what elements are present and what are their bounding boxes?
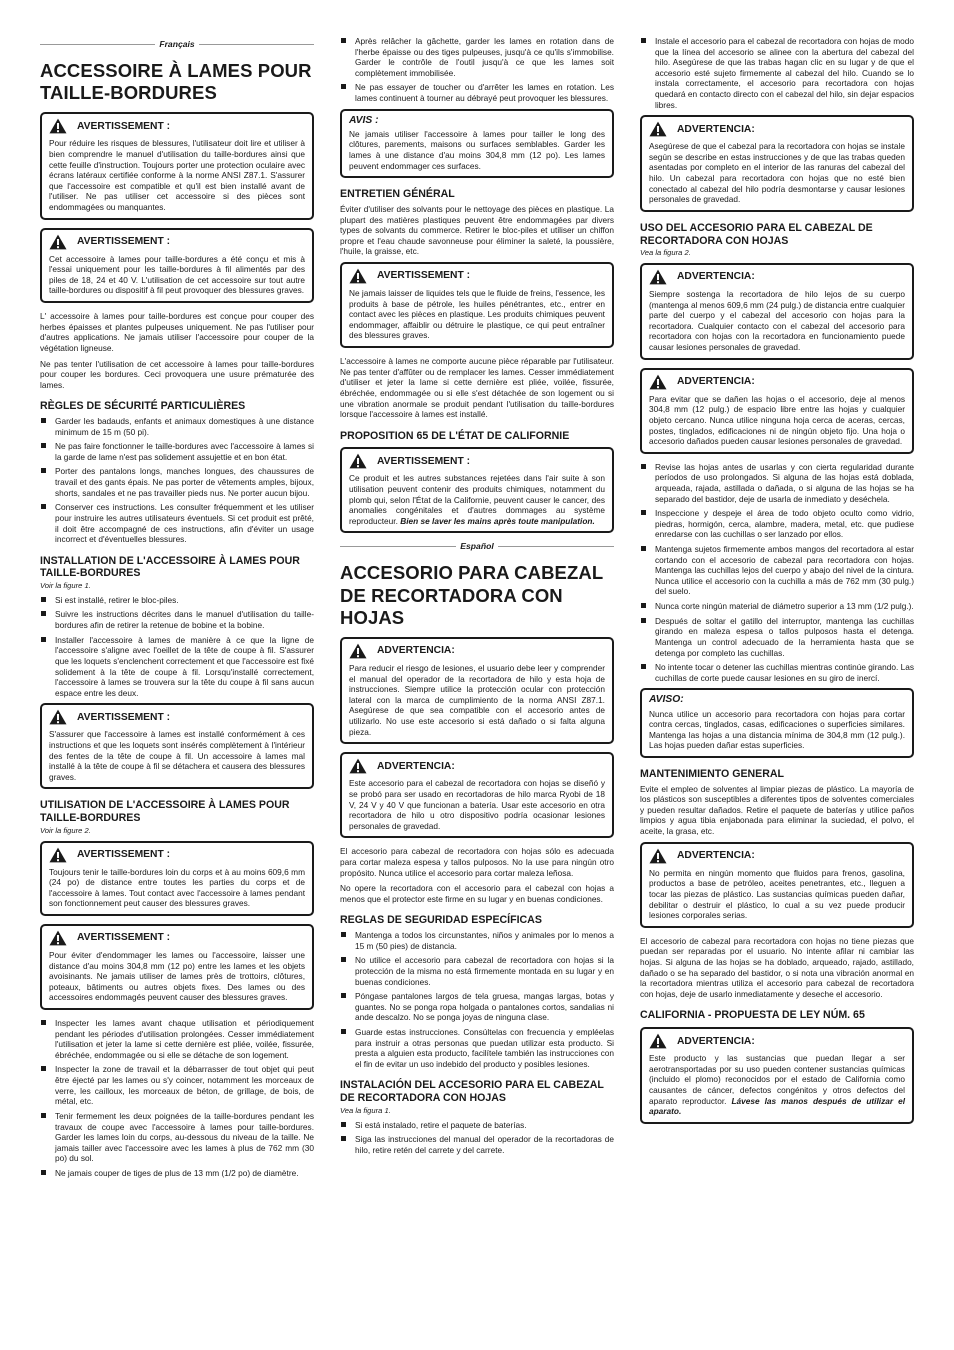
paragraph: No opere la recortadora con el accesorio para el cabezal con hojas a menos que el protector este firme en su lugar y en buenas condiciones.: [340, 883, 614, 904]
list-item: Póngase pantalones largos de tela gruesa, mangas largas, botas y guantes. No se ponga ropa holgada o pantalones cortos, sandalias ni ande descalzo. No se ponga joyas de ninguna clase.: [340, 991, 614, 1023]
warning-text: Este accesorio para el cabezal de recortadora con hojas se diseñó y se probó para ser usado en recortadoras de hilo marca Ryobi de 18 V, 24 V y 40 V que funcionan a batería. Usar este accesorio en otra recortadora de hilo u otro dispositivo podría ocasionar lesiones personales de gravedad.: [349, 778, 605, 831]
section-heading: PROPOSITION 65 DE L'ÉTAT DE CALIFORNIE: [340, 429, 570, 442]
warning-triangle-icon: [349, 758, 367, 774]
warning-triangle-icon: [49, 118, 67, 134]
paragraph: El accesorio de cabezal para recortadora con hojas no tiene piezas que puedan ser reparadas por el usuario. No intente afilar ni cambiar las hojas. Si alguna de las hojas se ha doblado, arqueado, rajado, astillado, dañado o se ha separado del bastidor, o si nota una vibración anormal en la recortadora mientras utiliza el accesorio para cabezal de recortadora con hojas, deje de usarlo inmediatamente y deseche el accesorio.: [640, 935, 914, 999]
warning-text: Asegúrese de que el cabezal para la recortadora con hojas se instale según se describe en estas instrucciones y de que las trabas queden asentadas por completo en el interior de las ranuras del cabezal del hilo. Un cabezal para recortadora con hojas que no esté bien conectado al cabezal del hilo podría desmontarse y causar lesiones personales de gravedad.: [649, 141, 905, 205]
warning-heading: ADVERTENCIA:: [677, 271, 755, 283]
list-item: Inspeccione y despeje el área de todo objeto oculto como vidrio, piedras, hormigón, cerca, alambre, madera, metal, etc. que pudiese enredarse con las cuchillas o ser lanzado por ellos.: [640, 508, 914, 540]
warning-text: Este producto y las sustancias que puedan llegar a ser aerotransportadas por su uso pueden contener sustancias químicas (incluido el plomo) reconocidos por el estado de California como causantes de cáncer, defectos congénitos y otros defectos del aparato reproductor.: [649, 1053, 905, 1106]
list-item: Ne pas essayer de toucher ou d'arrêter les lames en rotation. Les lames continuent à tourner au débrayé peut provoquer les blessures.: [340, 82, 614, 103]
warning-heading: ADVERTENCIA:: [677, 850, 755, 862]
section-heading: INSTALLATION DE L'ACCESSOIRE À LAMES POUR TAILLE-BORDURES: [40, 554, 300, 580]
warning-triangle-icon: [49, 847, 67, 863]
bullet-list: [340, 1120, 614, 1156]
warning-text: Siempre sostenga la recortadora de hilo lejos de su cuerpo (mantenga al menos 609,6 mm (24 pulg.) de distancia entre cualquier parte del cuerpo y el cabezal del accesorio con hojas para la recortadora. Cualquier contacto con el cabezal del accesorio para recortadora con hojas con la recortadora en funcionamiento puede causar lesiones personales de gravedad.: [649, 289, 905, 353]
list-item: Conserver ces instructions. Les consulter fréquemment et les utiliser pour instruire les autres utilisateurs éventuels. Si cet produit est prêté, il doit être accompagné de ces instructions, afin d'éviter un usage incorrect et d'éventuelles blessures.: [40, 502, 314, 544]
list-item: Mantenga a todos los circunstantes, niños y animales por lo menos a 15 m (50 pies) de distancia.: [340, 930, 614, 951]
bullet-list: [40, 595, 314, 698]
section-heading: UTILISATION DE L'ACCESSOIRE À LAMES POUR TAILLE-BORDURES: [40, 799, 290, 825]
warning-text: Para evitar que se dañen las hojas o el accesorio, deje al menos 304,8 mm (12 pulg.) de espacio libre entre las hojas y cualquier objeto cercano. Nunca utilice ninguna hoja cerca de aceras, cercas, postes, tinglados, edificaciones ni de ningún objeto fijo. Una hoja o accesorio dañados pueden causar lesiones personales de gravedad.: [649, 393, 905, 447]
warning-box: [640, 115, 914, 212]
language-label: Español: [460, 541, 494, 552]
bullet-list: [640, 462, 914, 684]
warning-heading: AVERTISSEMENT :: [77, 711, 171, 723]
warning-text: Ne jamais laisser de liquides tels que le fluide de freins, l'essence, les produits à base de pétrole, les huiles pénétrantes, etc., entrer en contact avec les pièces en plastique. Les produits chimiques peuvent endommager, affaiblir ou détruire le plastique, ce qui peut entraîner des blessures graves.: [349, 288, 605, 341]
section-heading: RÈGLES DE SÉCURITÉ PARTICULIÈRES: [40, 400, 246, 413]
warning-text: Pour réduire les risques de blessures, l'utilisateur doit lire et utiliser à bien comprendre le manuel d'utilisation du taille-bordures ainsi que cette feuille d'instruction. Toujours porter une protection oculaire avec écrans latéraux certifiée conforme à la norme ANSI Z87.1. S'assurer que l'accessoire est compatible et qu'il est bien installé avant de l'utiliser. Ne pas utiliser cet accessoire si des pièces sont endommagées ou manquantes.: [49, 138, 305, 213]
column-1: [40, 36, 314, 1184]
warning-triangle-icon: [649, 848, 667, 864]
warning-emphasis: Lávese las manos después de utilizar el aparato.: [649, 1095, 905, 1117]
warning-triangle-icon: [649, 374, 667, 390]
section-heading: USO DEL ACCESORIO PARA EL CABEZAL DE RECORTADORA CON HOJAS: [640, 221, 873, 247]
paragraph: L'accessoire à lames ne comporte aucune pièce réparable par l'utilisateur. Ne pas tenter d'affûter ou de remplacer les lames. Cesser immédiatement d'utiliser et jeter la lame si cette dernière est pliée, voilée, fissurée, ébréchée, endommagée ou si elle s'est détachée de son logement ou si une vibration anormale se produit pendant l'utilisation du taille-bordures lorsque l'accessoire à lames est installé.: [340, 356, 614, 420]
warning-text: Pour éviter d'endommager les lames ou l'accessoire, laisser une distance d'au moins 304,8 mm (12 po) entre les lames et les objets avoisinants. Ne jamais utiliser de lames près de trottoirs, clôtures, poteaux, bâtiments ou autres objets fixes. Des lames ou des accessoires endommagés peuvent causer des blessures graves.: [49, 949, 305, 1003]
warning-heading: AVERTISSEMENT :: [77, 848, 171, 860]
notice-text: Ne jamais utiliser l'accessoire à lames pour tailler le long des clôtures, parements, maisons ou surfaces semblables. Garder les lames à une distance d'au moins 304,8 mm (12 po). Les lames peuvent endommager ces surfaces.: [349, 128, 605, 171]
paragraph: El accesorio para cabezal de recortadora con hojas sólo es adecuada para cortar maleza espesa y tallos pulposos. No la use para ningún otro propósito. Nunca utilice el accesorio para cortar maleza leñosa.: [340, 846, 614, 878]
list-item: Mantenga sujetos firmemente ambos mangos del recortadora al estar cortando con el accesorio de cabezal para recortadora con hojas. Mantenga las cuchillas lejos del cuerpo y abajo del nivel de la cintura. Nunca utilice el accesorio con la cuchilla a más de 762 mm (30 pulg.) del suelo.: [640, 544, 914, 597]
list-item: No utilice el accesorio para cabezal de recortadora con hojas si la protección de la misma no está firmemente montada en su lugar y en buenas condiciones.: [340, 955, 614, 987]
list-item: Ne pas faire fonctionner le taille-bordures avec l'accessoire à lames si la garde de lame n'est pas solidement assujettie et en bon état.: [40, 441, 314, 462]
language-divider-spanish: [340, 541, 614, 552]
notice-box: [340, 109, 614, 179]
paragraph: L' accessoire à lames pour taille-bordures est conçue pour couper des herbes épaisses et plantes pulpeuses uniquement. Ne pas l'utiliser pour d'autres applications. Ne jamais utiliser l'accessoire pour couper de la végétation ligneuse.: [40, 311, 314, 353]
column-3: [640, 36, 914, 1132]
warning-triangle-icon: [49, 234, 67, 250]
notice-heading: AVIS :: [349, 114, 379, 126]
warning-box: [40, 841, 314, 916]
list-item: Porter des pantalons longs, manches longues, des chaussures de travail et des gants épais. Ne pas porter de vêtements amples, bijoux, shorts, sandales et ne pas travailler pieds nus. Ne porter aucun bijou.: [40, 466, 314, 498]
language-divider-french: [40, 39, 314, 50]
warning-box: [40, 924, 314, 1010]
list-item: Guarde estas instrucciones. Consúltelas con frecuencia y empléelas para instruir a otras personas que puedan utilizar esta producto. Si presta a alguien esta producto, facilítele también las instrucciones con el fin de evitar un uso indebido del producto y posibles lesiones.: [340, 1027, 614, 1069]
warning-text: Para reducir el riesgo de lesiones, el usuario debe leer y comprender el manual del operador de la recortadora de hilo y esta hoja de instrucciones. Siempre utilice la protección ocular con protección lateral con la marca de cumplimiento de la norma ANSI Z87.1. Asegúrese de que sea compatible con el accesorio antes de utilizarlo. No use este accesorio si está dañado o si falta alguna pieza.: [349, 663, 605, 737]
section-heading: ENTRETIEN GÉNÉRAL: [340, 188, 455, 201]
warning-text: Cet accessoire à lames pour taille-bordures a été conçu et mis à l'essai uniquement pour les taille-bordures à fil alimentés par des piles de 18, 24 et 40 V. L'utilisation de cet accessoire sur tout autre taille-bordures ou dispositif à fil peut provoquer des blessures graves.: [49, 253, 305, 296]
paragraph: Evite el empleo de solventes al limpiar piezas de plástico. La mayoría de los plásticos son susceptibles a diferentes tipos de solventes comerciales y pueden resultar dañados. Retire el paquete de baterías y utilice paños limpios y agua tibia enjabonada para eliminar la suciedad, el polvo, el aceite, la grasa, etc.: [640, 783, 914, 837]
list-item: Installer l'accessoire à lames de manière à ce que la ligne de l'accessoire s'aligne avec l'oeillet de la tête de coupe à fil. S'assurer que les loquets s'enclenchent correctement et que l'accessoire est fixé solidement à la tête de coupe à fil. Lorsqu'installé correctement, l'accessoire à lames se trouvera sur la tête du coupe à fil sans aucun espace entre les deux.: [40, 635, 314, 699]
warning-heading: ADVERTENCIA:: [377, 760, 455, 772]
list-item: Suivre les instructions décrites dans le manuel d'utilisation du taille-bordures afin de retirer la retenue de bobine et la bobine.: [40, 609, 314, 630]
figure-reference: Vea la figura 2.: [640, 248, 691, 258]
warning-heading: AVERTISSEMENT :: [77, 120, 171, 132]
bullet-list: [340, 930, 614, 1069]
warning-box: [40, 703, 314, 789]
warning-box: [40, 228, 314, 303]
list-item: Revise las hojas antes de usarlas y con cierta regularidad durante períodos de uso prolongados. Si alguna de las hojas está doblada, arqueada, rajada, astillada o dañada, o si alguna de las hojas se ha separado del bastidor, deje de usarla de inmediato y deséchela.: [640, 462, 914, 504]
list-item: Después de soltar el gatillo del interruptor, mantenga las cuchillas girando en maleza espesa o tallos pulposos hasta el detenga. Mantenga un control adecuado de la herramienta hasta que se detenga por completo las cuchillas.: [640, 616, 914, 658]
list-item: Si está instalado, retire el paquete de baterías.: [340, 1120, 614, 1131]
page-title: ACCESSOIRE À LAMES POUR TAILLE-BORDURES: [40, 60, 312, 104]
column-2: [340, 36, 614, 1160]
warning-text: Ce produit et les autres substances rejetées dans l'air suite à son utilisation peuvent contenir des produits chimiques, notamment du plomb qui, selon l'État de la Californie, peuvent causer le cancer, des anomalies congénitales et d'autres dommages au système reproducteur.: [349, 473, 605, 526]
warning-heading: AVERTISSEMENT :: [77, 236, 171, 248]
list-item: Garder les badauds, enfants et animaux domestiques à une distance minimum de 15 m (50 pi).: [40, 416, 314, 437]
section-heading: INSTALACIÓN DEL ACCESORIO PARA EL CABEZAL DE RECORTADORA CON HOJAS: [340, 1079, 604, 1105]
list-item: Tenir fermement les deux poignées de la taille-bordures pendant les travaux de coupe avec l'accessoire à lames pour taille-bordures. Garder les lames loin du corps, au-dessous du niveau de la taille. Ne jamais tailler avec l'accessoire avec les lames à plus de 762 mm (30 po) du sol.: [40, 1111, 314, 1164]
list-item: Siga las instrucciones del manual del operador de la recortadoras de hilo, retire retén del carrete y del carrete.: [340, 1134, 614, 1155]
warning-heading: AVERTISSEMENT :: [377, 455, 471, 467]
paragraph: Éviter d'utiliser des solvants pour le nettoyage des pièces en plastique. La plupart des matières plastiques peuvent être endommagées par divers types de solvants du commerce. Retirer le bloc-piles et utiliser un chiffon propre et l'eau chaude savonneuse pour éliminer la saleté, la poussière, l'huile, la graisse, etc.: [340, 203, 614, 257]
bullet-list: [40, 416, 314, 545]
warning-box: [340, 752, 614, 838]
warning-triangle-icon: [49, 709, 67, 725]
warning-heading: ADVERTENCIA:: [677, 1035, 755, 1047]
warning-box: [640, 263, 914, 360]
figure-reference: Voir la figure 2.: [40, 825, 91, 835]
warning-text: No permita en ningún momento que fluidos para frenos, gasolina, productos a base de petróleo, aceites penetrantes, etc., lleguen a tocar las piezas de plástico. Las sustancias químicas pueden dañar, debilitar o destruir el plástico, lo cual a su vez puede producir lesiones corporales serias.: [649, 867, 905, 921]
warning-heading: ADVERTENCIA:: [677, 376, 755, 388]
warning-box: [40, 112, 314, 219]
warning-triangle-icon: [349, 268, 367, 284]
list-item: Instale el accesorio para el cabezal de recortadora con hojas de modo que la línea del accesorio se alinee con la abertura del cabezal del hilo. Asegúrese de que las trabas hagan clic en su lugar y de que el accesorio esté sujeto firmemente al cabezal del hilo. Cuando se lo instala correctamente, el accesorio para recortadora con hojas quedará en contacto directo con el cabezal del hilo, sin dejar espacios libres.: [640, 36, 914, 110]
notice-box: [640, 688, 914, 758]
section-heading: CALIFORNIA - PROPUESTA DE LEY NÚM. 65: [640, 1009, 865, 1022]
warning-heading: ADVERTENCIA:: [377, 645, 455, 657]
language-label: Français: [159, 39, 195, 49]
warning-heading: AVERTISSEMENT :: [377, 270, 471, 282]
warning-box: [640, 368, 914, 454]
warning-triangle-icon: [649, 121, 667, 137]
figure-reference: Vea la figura 1.: [340, 1105, 391, 1115]
warning-heading: ADVERTENCIA:: [677, 123, 755, 135]
figure-reference: Voir la figure 1.: [40, 581, 91, 591]
warning-box: [340, 637, 614, 744]
warning-text: Toujours tenir le taille-bordures loin du corps et à au moins 609,6 mm (24 po) de distance entre toutes les parties du corps et de l'accessoire à lames. Tout contact avec l'accessoire à lames pendant son fonctionnement peut causer des blessures graves.: [49, 866, 305, 909]
bullet-list: [640, 36, 914, 110]
page-title: ACCESORIO PARA CABEZAL DE RECORTADORA CON HOJAS: [340, 562, 603, 628]
warning-box: [340, 262, 614, 348]
list-item: No intente tocar o detener las cuchillas mientras continúe girando. Las cuchillas de corte puede causar lesiones en su giro de inercí.: [640, 662, 914, 683]
bullet-list: [340, 36, 614, 104]
warning-triangle-icon: [649, 1033, 667, 1049]
warning-triangle-icon: [349, 453, 367, 469]
warning-triangle-icon: [649, 269, 667, 285]
list-item: Ne jamais couper de tiges de plus de 13 mm (1/2 po) de diamètre.: [40, 1168, 314, 1179]
bullet-list: [40, 1018, 314, 1179]
list-item: Après relâcher la gâchette, garder les lames en rotation dans de l'herbe épaisse ou des tiges pulpeuses, jusqu'à ce qu'ils s'immobilise. Garder le contrôle de l'outil jusqu'à ce que les lames soit complètement immobilisée.: [340, 36, 614, 78]
list-item: Si est installé, retirer le bloc-piles.: [40, 595, 314, 606]
list-item: Inspecter la zone de travail et la débarrasser de tout objet qui peut être éjecté par les lames ou s'y coincer, notamment les morceaux de verre, les cailloux, les morceaux de béton, de grillage, de bois, de métal, etc.: [40, 1064, 314, 1106]
section-heading: REGLAS DE SEGURIDAD ESPECÍFICAS: [340, 914, 542, 927]
warning-triangle-icon: [349, 643, 367, 659]
notice-text: Nunca utilice un accesorio para recortadora con hojas para cortar contra cercas, tinglados, casas, edificaciones o superficies similares. Mantenga las hojas a una distancia mínima de 304,8 mm (12 pulg.). Las hojas pueden dañar estas superficies.: [649, 708, 905, 751]
warning-box: [340, 447, 614, 533]
warning-heading: AVERTISSEMENT :: [77, 932, 171, 944]
list-item: Nunca corte ningún material de diámetro superior a 13 mm (1/2 pulg.).: [640, 601, 914, 612]
section-heading: MANTENIMIENTO GENERAL: [640, 767, 784, 780]
warning-emphasis: Bien se laver les mains après toute manipulation.: [400, 515, 595, 526]
paragraph: Ne pas tenter l'utilisation de cet accessoire à lames pour taille-bordures pour couper les bordures. Ceci provoquera une usure prématurée des lames.: [40, 358, 314, 390]
list-item: Inspecter les lames avant chaque utilisation et périodiquement pendant les périodes d'utilisation prolongées. Cesser immédiatement l'utilisation et jeter la lame si cette dernière est pliée, voilée, fissurée, ébréchée, endommagée ou si elle se détache de son logement.: [40, 1018, 314, 1060]
warning-text: S'assurer que l'accessoire à lames est installé conformément à ces instructions et que les loquets sont insérés complètement à l'intérieur des fentes de la tête de coupe à fil. Un accessoire à lames mal installé à la tête de coupe à fil se détachera et causera des blessures graves.: [49, 729, 305, 782]
warning-box: [640, 842, 914, 928]
warning-triangle-icon: [49, 930, 67, 946]
notice-heading: AVISO:: [649, 694, 684, 706]
warning-box: [640, 1027, 914, 1124]
